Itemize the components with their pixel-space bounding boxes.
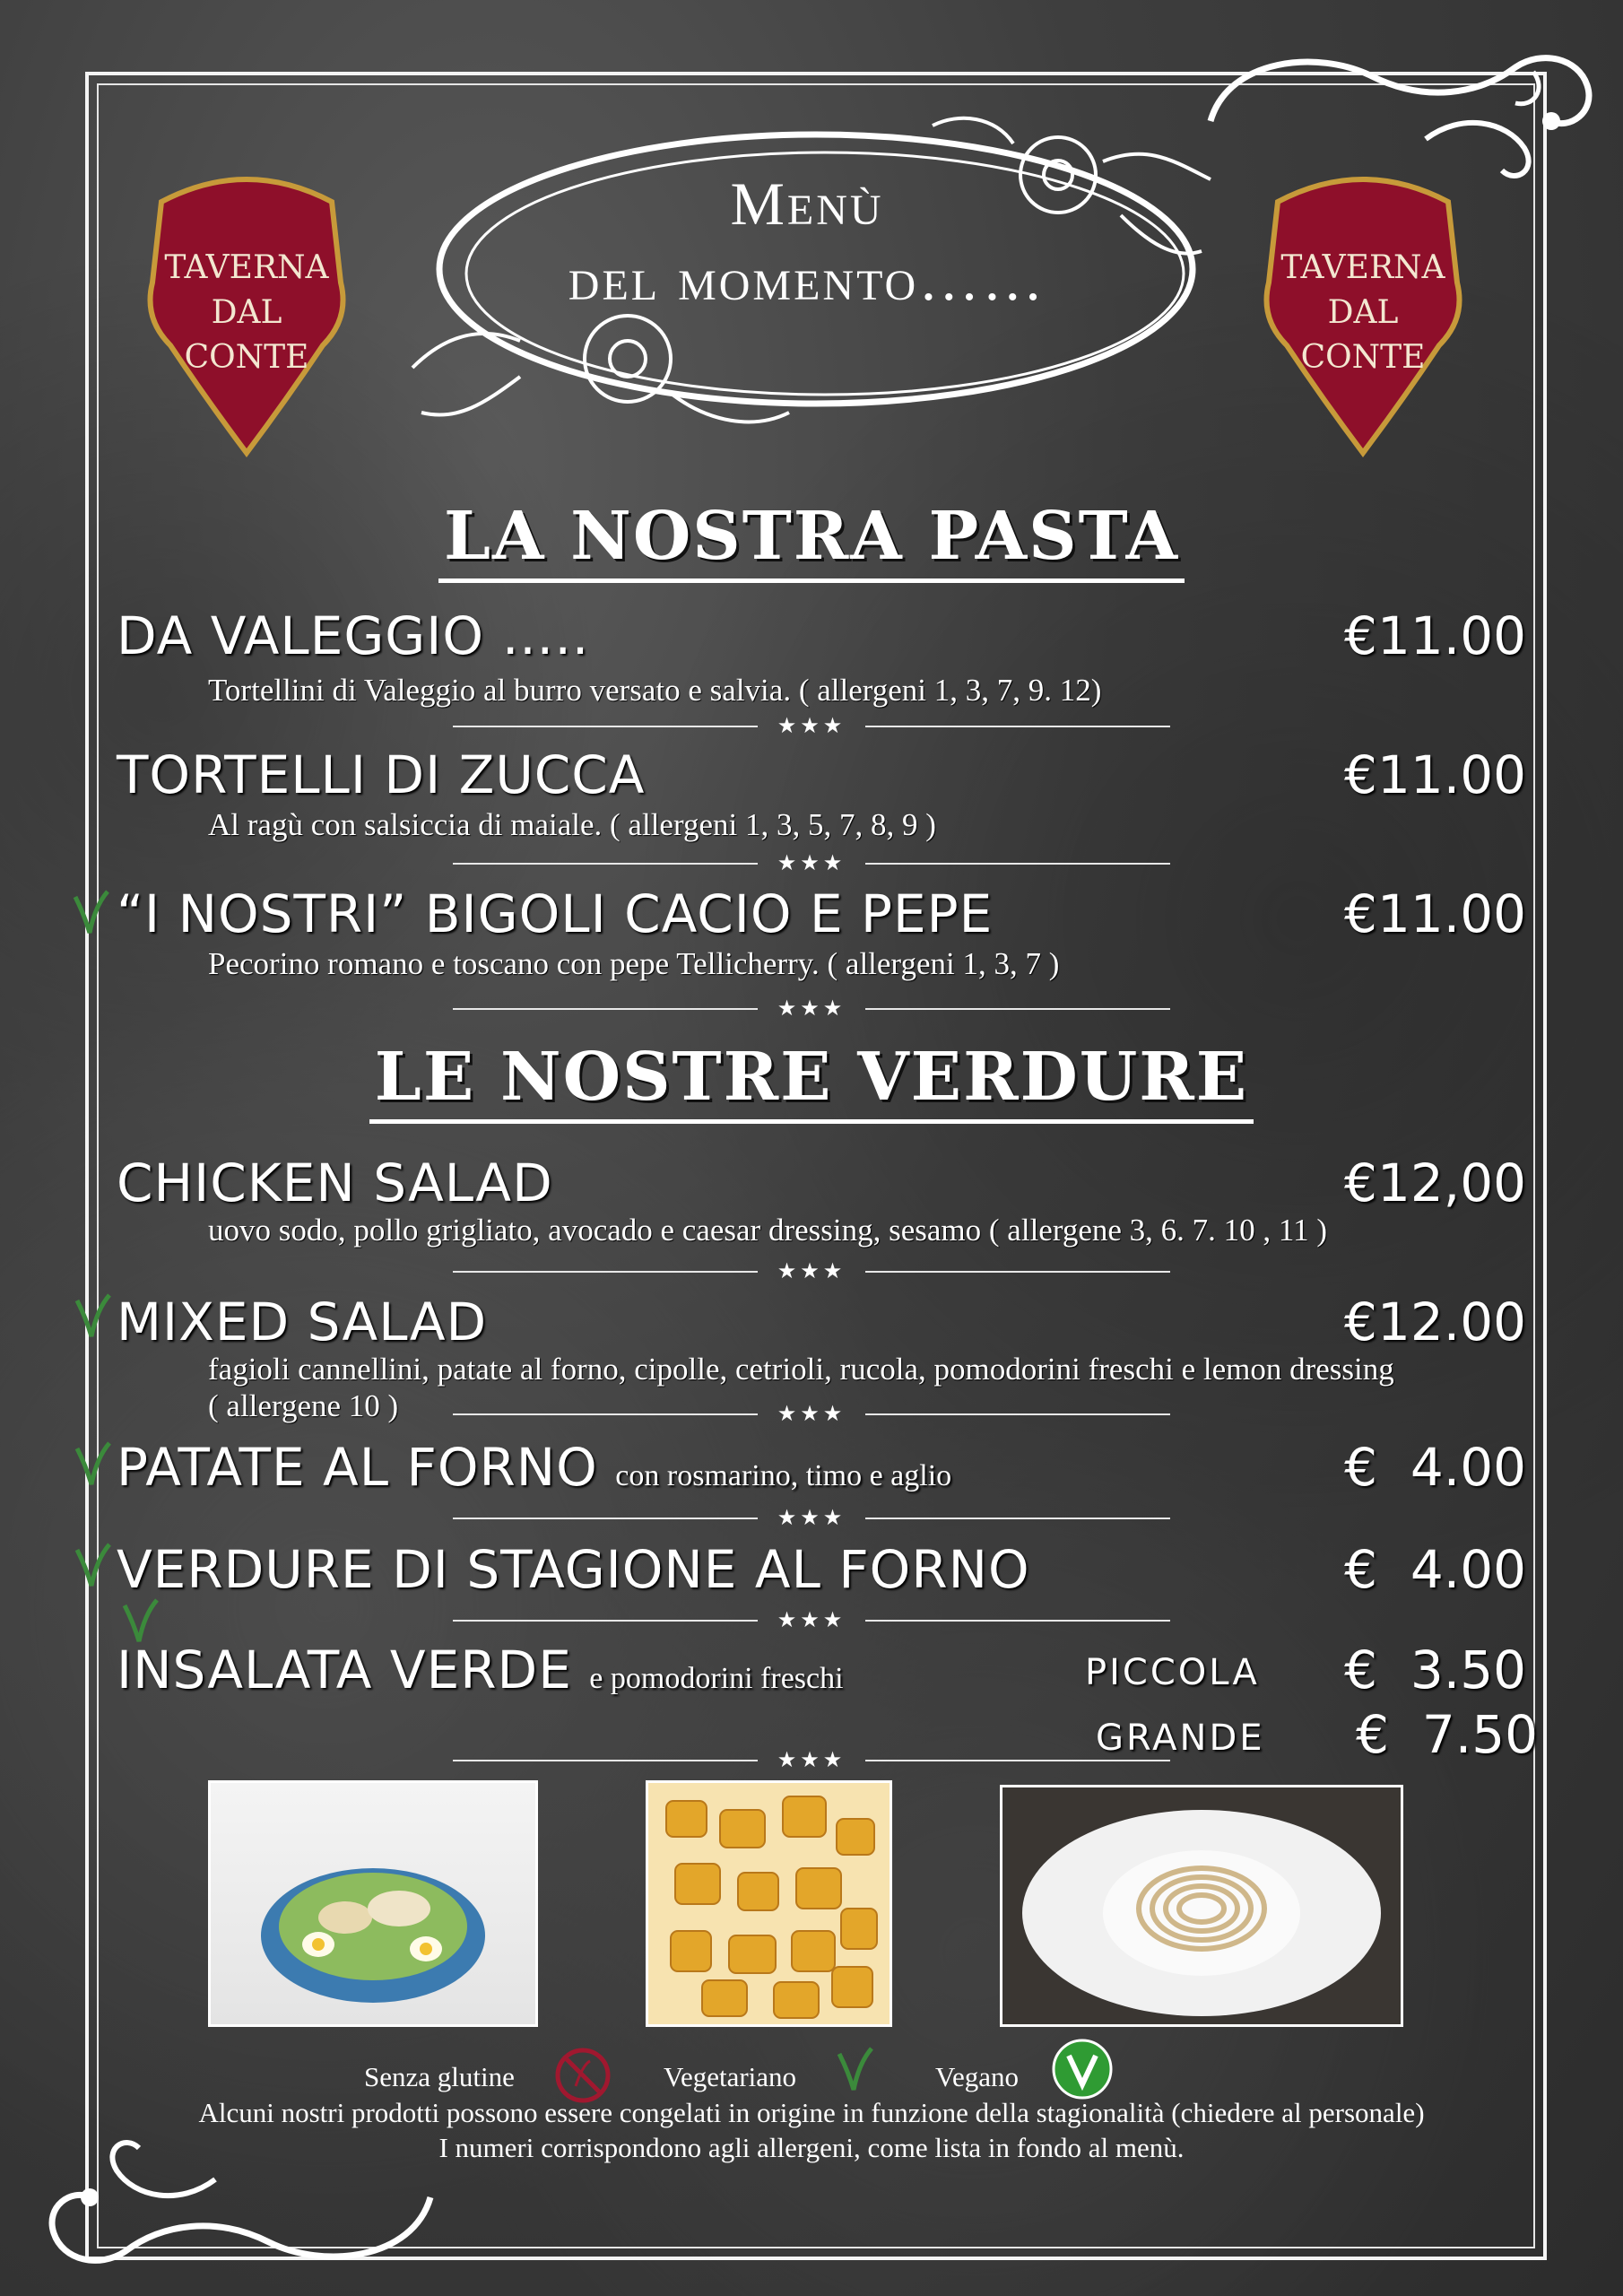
item-name-verdure-di-stagione: VERDURE DI STAGIONE AL FORNO (117, 1539, 1030, 1600)
svg-text:TAVERNA: TAVERNA (164, 249, 329, 286)
section-title-pasta: LA NOSTRA PASTA (0, 498, 1623, 575)
vegetarian-leaf-icon (74, 1541, 111, 1587)
item-desc-mixed-salad: fagioli cannellini, patate al forno, cipolle, cetrioli, rucola, pomodorini freschi e lemon dressing (208, 1352, 1394, 1387)
item-price-tortelli-di-zucca: €11.00 (1344, 744, 1526, 805)
section-title-verdure: LE NOSTRE VERDURE (0, 1039, 1623, 1116)
divider: ★★★ (453, 1258, 1170, 1285)
item-name-tortelli-di-zucca: TORTELLI DI ZUCCA (117, 744, 646, 805)
item-desc-da-valeggio: Tortellini di Valeggio al burro versato e salvia. ( allergeni 1, 3, 7, 9. 12) (208, 673, 1102, 708)
item-name-da-valeggio: DA VALEGGIO ….. (117, 605, 590, 666)
item-allergens-mixed-salad: ( allergene 10 ) (208, 1388, 399, 1423)
item-desc-bigoli-cacio-e-pepe: Pecorino romano e toscano con pepe Tellicherry. ( allergeni 1, 3, 7 ) (208, 946, 1060, 981)
footer-allergen-notice: I numeri corrispondono agli allergeni, come lista in fondo al menù. (438, 2132, 1185, 2163)
patate-al-forno-sub: con rosmarino, timo e aglio (615, 1459, 952, 1492)
vegan-badge-icon (1051, 2038, 1114, 2100)
item-desc-chicken-salad: uovo sodo, pollo grigliato, avocado e caesar dressing, sesamo ( allergene 3, 6. 7. 10 , 11 ) (208, 1213, 1328, 1248)
pasta-plate-illustration (1002, 1787, 1401, 2024)
divider: ★★★ (453, 850, 1170, 877)
insalata-verde-name: INSALATA VERDE (117, 1639, 572, 1700)
vegetarian-leaf-icon (836, 2045, 873, 2092)
divider: ★★★ (453, 713, 1170, 740)
legend-vegetarian-label: Vegetariano (664, 2061, 797, 2092)
size-label-piccola: PICCOLA (1085, 1652, 1260, 1693)
svg-text:CONTE: CONTE (1300, 339, 1426, 376)
svg-text:TAVERNA: TAVERNA (1280, 249, 1445, 286)
divider: ★★★ (453, 1401, 1170, 1428)
item-price-bigoli-cacio-e-pepe: €11.00 (1344, 883, 1526, 944)
item-name-chicken-salad: CHICKEN SALAD (117, 1152, 553, 1213)
photo-chicken-salad (208, 1780, 538, 2027)
divider: ★★★ (453, 1607, 1170, 1634)
vegetarian-leaf-icon (74, 1439, 111, 1486)
divider: ★★★ (453, 1747, 1170, 1774)
insalata-verde-sub: e pomodorini freschi (589, 1662, 844, 1695)
title-line-2: del momento…… (568, 245, 1046, 313)
item-price-da-valeggio: €11.00 (1344, 605, 1526, 666)
item-name-bigoli-cacio-e-pepe: “I NOSTRI” BIGOLI CACIO E PEPE (117, 883, 994, 944)
item-price-insalata-grande: € 7.50 (1356, 1704, 1538, 1765)
potatoes-illustration (648, 1783, 890, 2024)
item-name-insalata-verde (117, 1639, 844, 1700)
divider: ★★★ (453, 1505, 1170, 1532)
vegetarian-leaf-icon (72, 888, 109, 935)
item-price-mixed-salad: €12.00 (1344, 1292, 1526, 1352)
svg-text:DAL: DAL (211, 294, 282, 331)
menu-title (529, 166, 1085, 317)
item-price-chicken-salad: €12,00 (1344, 1152, 1526, 1213)
item-name-patate-al-forno (117, 1437, 951, 1498)
taverna-logo-right (1260, 166, 1466, 462)
vegetarian-leaf-icon (121, 1596, 159, 1643)
photo-bigoli-cacio-e-pepe (1000, 1785, 1403, 2027)
salad-bowl-illustration (211, 1783, 535, 2024)
footer-frozen-notice: Alcuni nostri prodotti possono essere congelati in origine in funzione della stagionalità (chiedere al personale) (198, 2097, 1425, 2128)
taverna-logo-left (143, 166, 350, 462)
svg-text:CONTE: CONTE (184, 339, 309, 376)
title-line-1: Menù (730, 170, 884, 238)
legend-gluten-free-label: Senza glutine (364, 2061, 515, 2092)
item-name-mixed-salad: MIXED SALAD (117, 1292, 488, 1352)
gluten-free-icon (554, 2047, 612, 2104)
svg-text:DAL: DAL (1327, 294, 1399, 331)
size-label-grande: GRANDE (1096, 1718, 1265, 1759)
patate-al-forno-name: PATATE AL FORNO (117, 1437, 598, 1498)
item-price-insalata-piccola: € 3.50 (1344, 1639, 1526, 1700)
divider: ★★★ (453, 996, 1170, 1022)
item-price-verdure-di-stagione: € 4.00 (1344, 1539, 1526, 1600)
item-desc-tortelli-di-zucca: Al ragù con salsiccia di maiale. ( allergeni 1, 3, 5, 7, 8, 9 ) (208, 807, 936, 842)
legend-vegan-label: Vegano (935, 2061, 1019, 2092)
photo-patate-al-forno (646, 1780, 892, 2027)
item-price-patate-al-forno: € 4.00 (1344, 1437, 1526, 1498)
vegetarian-leaf-icon (74, 1292, 111, 1338)
